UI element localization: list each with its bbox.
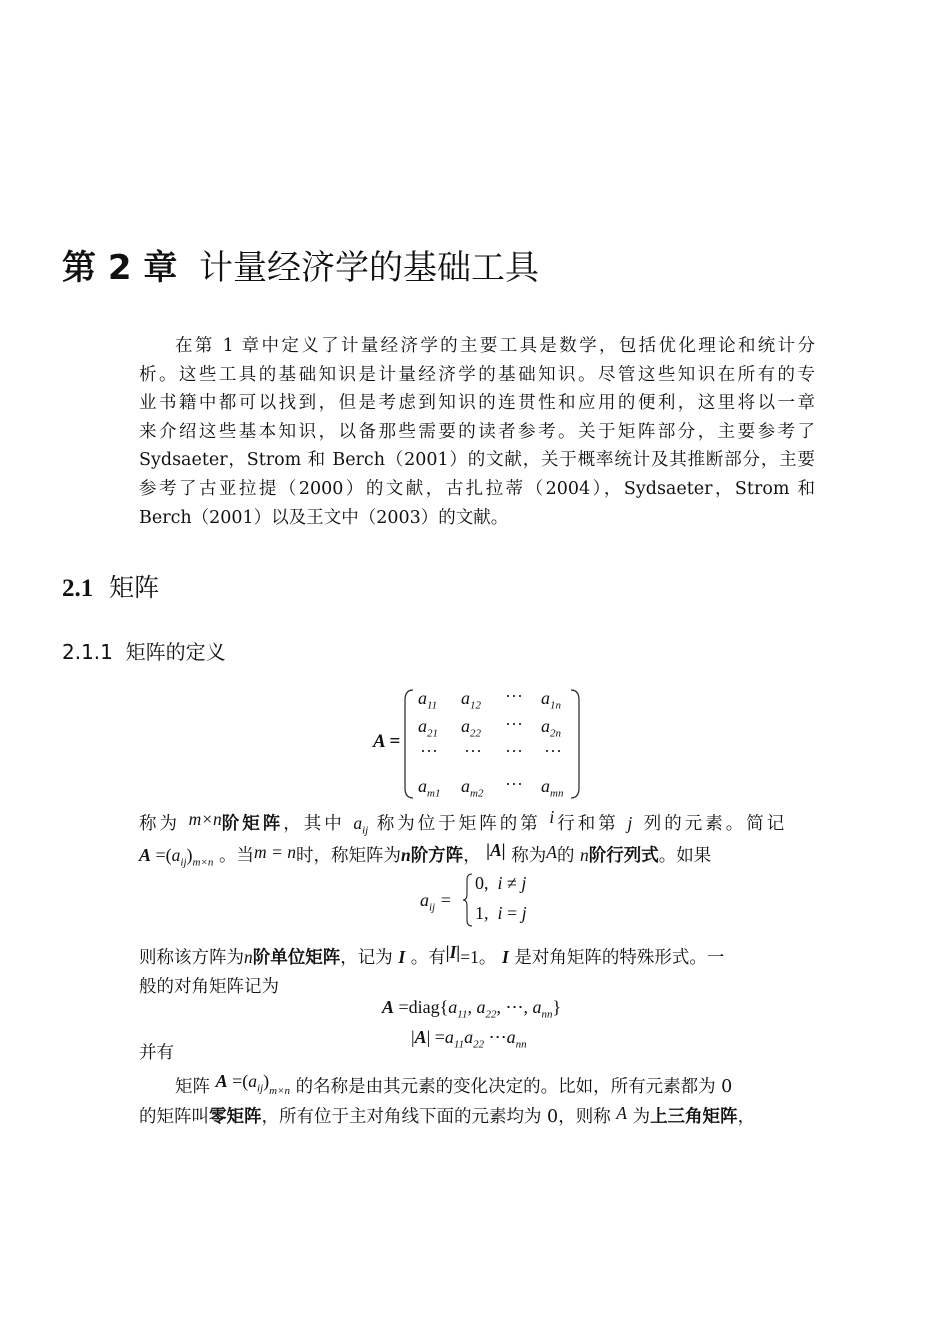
text-fragment: 行和第 [557,814,619,834]
text-fragment: =1。 [460,947,497,967]
det-equation: $|A| =a_{11}a_{22}$ $\cdots a_{nn}$ [411,1027,527,1051]
text-fragment: ，所有位于主对角线下面的元素均为 0，则称 [261,1107,611,1127]
case-one: 0, i ≠ j [475,873,527,893]
text-fragment: 是对角矩阵的特殊形式。一 [514,948,725,968]
matrix-cell: ⋯ [420,741,438,761]
matrix-cell: $a_{m2}$ [461,776,484,800]
text-line [139,1073,732,1100]
paragraph-line: Berch（2001）以及王文中（2003）的文献。 [139,507,509,528]
text-fragment: ， [463,846,481,866]
term-upper-triangular: 上三角矩阵 [650,1107,738,1127]
matrix-cell: ⋯ [464,741,482,761]
matrix-lhs: A = [373,731,401,752]
matrix-cell: ⋯ [505,774,523,794]
subsection-title: 矩阵的定义 [125,640,226,664]
math-paren: ) [186,845,193,865]
math-eq: =( [151,845,172,865]
text-fragment: ， [737,1107,756,1127]
matrix-cell: $a_{22}$ [461,716,481,740]
paragraph-line: 在第 1 章中定义了计量经济学的主要工具是数学，包括优化理论和统计分 [175,336,815,356]
section-title: 矩阵 [109,573,160,602]
matrix-cell: $a_{21}$ [418,716,438,740]
chapter-number: 第 2 章 [62,248,178,288]
text-fragment: 称为 [139,814,180,834]
text-fragment: ，其中 [283,814,345,834]
text-fragment: 时，称矩阵为 [295,846,401,866]
math-A: A [215,1071,228,1091]
diag-equation: $A =diag\{a_{11}$, $a_{22}$, ⋯, $a_{nn}$} [382,997,562,1021]
matrix-cell: $a_{2n}$ [541,716,561,740]
math-j: j [627,813,636,833]
math-A: A [616,1103,627,1123]
text-fragment: 。当 [219,846,254,866]
math-paren: ) [263,1071,270,1091]
term-matrix: 阶矩阵 [221,814,284,834]
text-fragment: 为 [632,1107,651,1127]
text-fragment: 。有 [410,948,446,968]
math-eq: =( [227,1071,249,1091]
subsection-number: 2.1.1 [62,640,113,664]
text-line [139,1103,755,1128]
section-heading [62,568,159,604]
text-line [139,842,711,869]
matrix-cell: $a_{11}$ [418,688,438,712]
text-fragment: 称为 [511,846,547,866]
math-A: A [546,842,557,862]
math-I: I [398,947,406,967]
term-determinant: 阶行列式 [588,846,659,866]
cases-lhs: $a_{ij}$ = [420,890,452,914]
cases-brace [462,872,474,928]
text-fragment: 。如果 [658,846,712,866]
term-square-matrix: 阶方阵 [410,846,464,866]
subsection-heading [62,636,226,665]
paragraph-line: 业书籍中都可以找到，但是考虑到知识的连贯性和应用的便利，这里将以一章 [139,393,815,414]
term-zero-matrix: 零矩阵 [209,1107,262,1127]
math-A: A [139,845,152,865]
text-line: 般的对角矩阵记为 [139,977,279,997]
chapter-heading [62,240,539,289]
matrix-cell: ⋯ [505,741,523,761]
math-n: n [580,845,589,865]
text-fragment: ，记为 [340,948,393,968]
matrix-cell: ⋯ [544,741,562,761]
text-fragment: 矩阵 [175,1077,210,1097]
math-subscript: m×n [192,856,214,869]
matrix-cell: ⋯ [505,686,523,706]
text-line: 并有 [139,1043,174,1063]
math-n: n [244,947,253,967]
matrix-cell: $a_{1n}$ [541,688,561,712]
matrix-cell: $a_{m1}$ [418,776,441,800]
text-fragment: 则称该方阵为 [139,948,244,968]
math-I: I [501,947,509,967]
text-fragment: 的 [556,846,575,866]
paragraph-line: 析。这些工具的基础知识是计量经济学的基础知识。尽管这些知识在所有的专 [139,364,815,385]
math-aij: $a_{ij}$ [353,813,369,837]
text-line [139,944,724,969]
paragraph-line: 来介绍这些基本知识，以备那些需要的读者参考。关于矩阵部分，主要参考了 [139,421,815,442]
math-det-I: |I| [445,942,461,962]
text-line [139,807,788,837]
intro-paragraph [139,332,815,532]
math-dimension: m×n [188,809,222,829]
math-m-eq-n: m = n [254,842,296,862]
matrix-cell: $a_{12}$ [461,688,481,712]
text-fragment: 列的元素。简记 [643,814,788,834]
chapter-title: 计量经济学的基础工具 [198,248,539,288]
text-fragment: 称为位于矩阵的第 [376,814,541,834]
math-n: n [400,845,411,865]
text-fragment: 的名称是由其元素的变化决定的。比如，所有元素都为 0 [295,1077,733,1097]
term-identity-matrix: 阶单位矩阵 [252,948,341,968]
section-number: 2.1 [62,575,94,602]
math-det-A: |A| [486,840,506,860]
paragraph-line: 参考了古亚拉提（2000）的文献，古扎拉蒂（2004），Sydsaeter，Strom 和 [139,478,815,499]
matrix-cell: $a_{mn}$ [541,776,564,800]
math-aij: $a_{ij}$ [248,1071,264,1095]
matrix-cell: ⋯ [505,714,523,734]
case-two: 1, i = j [475,903,527,923]
math-aij: $a_{ij}$ [171,845,187,869]
math-i: i [549,807,558,827]
text-fragment: 的矩阵叫 [139,1107,209,1127]
paragraph-line: Sydsaeter，Strom 和 Berch（2001）的文献，关于概率统计及其推断部分，主要 [139,450,815,471]
math-subscript: m×n [269,1084,290,1097]
